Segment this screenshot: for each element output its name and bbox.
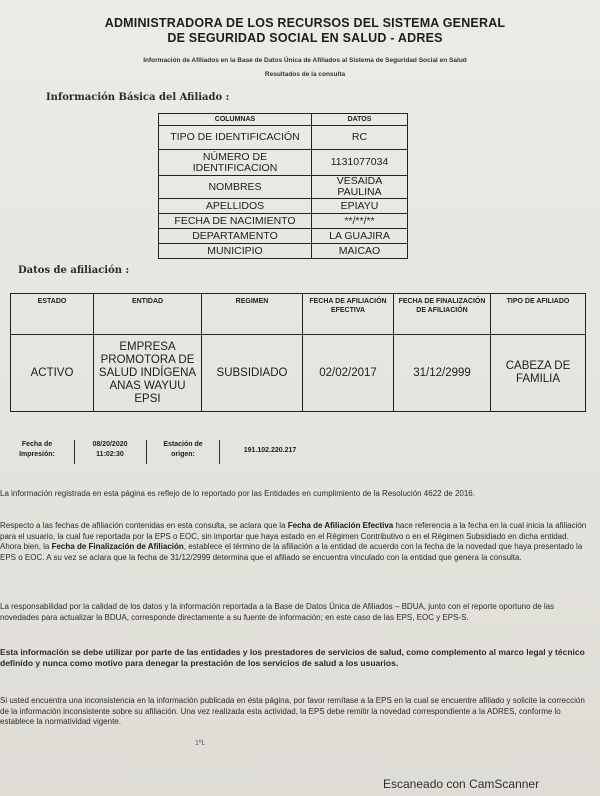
table-row (159, 244, 408, 259)
field-key: FECHA DE NACIMIENTO (159, 214, 312, 229)
text-run: hace referencia a la fecha en la cual inicia la afiliación para el usuario, la cual fue reportada por la EPS o EOC, sin importar que haya estado en el Régimen Contributivo o en el Régimen Subsidiado en dicha entidad. Ahora bien, la (0, 521, 587, 551)
paragraph-resolution: La información registrada en esta página es reflejo de lo reportado por las Entidades en cumplimiento de la Resolución 4622 de 2016. (0, 489, 475, 498)
time-value: 11:02:30 (96, 451, 124, 458)
field-value: RC (312, 126, 408, 150)
effective-date-cell: 02/02/2017 (303, 335, 394, 412)
paragraph-inconsistency: Si usted encuentra una inconsistencia en la información publicada en ésta página, por favor remítase a la EPS en la cual se encuentre afiliado y solicite la corrección de la información inconsistente sobre su afiliación. Una vez realizada esta actividad, la EPS debe remitir la novedad correspondiente a la ADRES, conforme lo establece la normatividad vigente. (0, 696, 585, 726)
field-key: NOMBRES (159, 176, 312, 199)
title-line-2: DE SEGURIDAD SOCIAL EN SALUD - ADRES (167, 31, 443, 45)
field-key: MUNICIPIO (159, 244, 312, 259)
station-value: 191.102.220.217 (243, 447, 297, 454)
column-header: FECHA DE FINALIZACIÓN DE AFILIACIÓN (394, 294, 491, 335)
camscanner-watermark: Escaneado con CamScanner (383, 777, 540, 791)
table-row (159, 229, 408, 244)
title-line-1: ADMINISTRADORA DE LOS RECURSOS DEL SISTEMA GENERAL (104, 16, 506, 30)
column-header: ENTIDAD (94, 294, 202, 335)
text-run: Respecto a las fechas de afiliación contenidas en esta consulta, se aclara que la (0, 521, 288, 530)
paragraph-responsibility: La responsabilidad por la calidad de los datos y la información reportada a la Base de Datos Única de Afiliados – BDUA, junto con el reporte oportuno de las novedades para actualizar la BDUA, corresponde directamente a su fuente de información; en este caso de las EPS, EOC y EPS-S. (0, 602, 555, 622)
column-header: FECHA DE AFILIACIÓN EFECTIVA (303, 294, 394, 335)
text-run: , establece el término de la afiliación a la entidad de acuerdo con la fecha de la novedad que haya presentado la EPS o EOC. A su vez se aclara que la fecha de 31/12/2999 determina que el afiliado se encuentra vinculado con la entidad que genera la consulta. (0, 542, 583, 562)
affiliation-header-row (11, 294, 586, 335)
column-header: TIPO DE AFILIADO (491, 294, 586, 335)
table-row (159, 150, 408, 176)
entity-cell: EMPRESA PROMOTORA DE SALUD INDÍGENA ANAS WAYUU EPSI (94, 335, 202, 412)
field-key: APELLIDOS (159, 199, 312, 214)
paragraph-dates (0, 521, 590, 563)
basic-info-label: Información Básica del Afiliado : (46, 92, 230, 103)
field-value: VESAIDA PAULINA (312, 176, 408, 199)
status-cell: ACTIVO (11, 335, 94, 412)
affiliation-table (10, 293, 586, 412)
text-run: Fecha de Finalización de Afiliación (51, 542, 184, 551)
column-header: COLUMNAS (159, 114, 312, 126)
end-date-cell: 31/12/2999 (394, 335, 491, 412)
station-label: Estación de origen: (163, 441, 203, 458)
document-subtitle: Información de Afiliados en la Base de Datos Única de Afiliados al Sistema de Seguridad Social en Salud (143, 57, 467, 64)
affiliation-label: Datos de afiliación : (18, 265, 130, 276)
text-run: Fecha de Afiliación Efectiva (287, 521, 394, 530)
page-mark: 1ºL (195, 740, 206, 747)
column-header: DATOS (312, 114, 408, 126)
table-row (159, 199, 408, 214)
field-value: EPIAYU (312, 199, 408, 214)
column-header: ESTADO (11, 294, 94, 335)
print-date-label: Fecha de Impresión: (19, 441, 55, 458)
regime-cell: SUBSIDIADO (202, 335, 303, 412)
table-row (159, 126, 408, 150)
table-row (159, 176, 408, 199)
field-value: 1131077034 (312, 150, 408, 176)
table-row (11, 335, 586, 412)
separator (74, 440, 75, 464)
date-value: 08/20/2020 (92, 441, 128, 448)
results-label: Resultados de la consulta (264, 71, 346, 78)
affiliate-type-cell: CABEZA DE FAMILIA (491, 335, 586, 412)
field-value: LA GUAJIRA (312, 229, 408, 244)
field-key: TIPO DE IDENTIFICACIÓN (159, 126, 312, 150)
basic-info-table (158, 113, 408, 259)
field-value: **/**/** (312, 214, 408, 229)
field-value: MAICAO (312, 244, 408, 259)
separator (219, 440, 220, 464)
document-title (40, 16, 570, 46)
separator (146, 440, 147, 464)
field-key: DEPARTAMENTO (159, 229, 312, 244)
field-key: NÚMERO DE IDENTIFICACION (159, 150, 312, 176)
column-header: REGIMEN (202, 294, 303, 335)
table-row (159, 214, 408, 229)
print-date-value (84, 440, 136, 460)
paragraph-usage: Esta información se debe utilizar por parte de las entidades y los prestadores de servicios de salud, como complemento al marco legal y técnico definido y nunca como motivo para denegar la prestación de los servicios de salud a los usuarios. (0, 647, 585, 668)
